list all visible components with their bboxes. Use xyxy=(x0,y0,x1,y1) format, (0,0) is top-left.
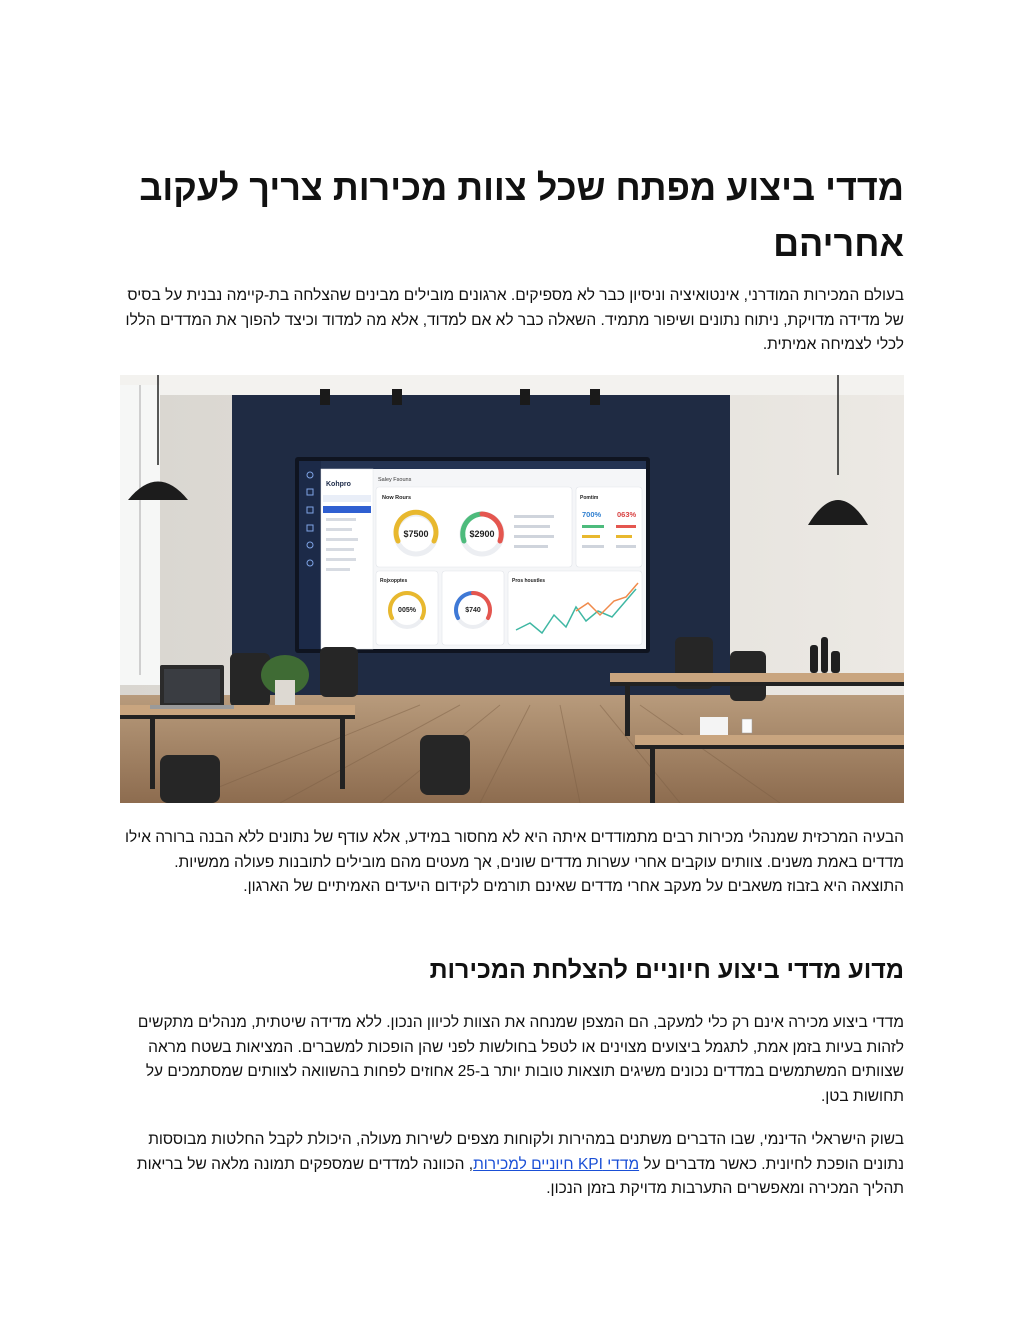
card-sales-title: Now Rours xyxy=(382,495,412,501)
screen-tab: Saley Fsouns xyxy=(378,477,412,483)
gauge-value-4: $740 xyxy=(465,607,481,614)
gauge-value-3: 005% xyxy=(398,607,416,614)
kpi-link[interactable]: מדדי KPI חיוניים למכירות xyxy=(473,1155,640,1173)
market-text-after: , הכוונה למדדים שמספקים תמונה מלאה של בריאות תהליך המכירה ומאפשרים התערבות מדויקת בזמן הנכון. xyxy=(136,1155,904,1197)
laptop xyxy=(150,665,234,709)
pct-green: 700% xyxy=(582,510,602,519)
gauge-value-2: $2900 xyxy=(469,529,495,539)
card-trend-title: Pros houstles xyxy=(512,578,546,584)
pct-red: 063% xyxy=(617,510,637,519)
intro-paragraph: בעולם המכירות המודרני, אינטואיציה וניסיון כבר לא מספיקים. ארגונים מובילים מבינים שהצלחה בת-קיימה נבנית על בסיס של מדידה מדויקת, ניתוח נתונים ושיפור מתמיד. השאלה כבר לא אם למדוד, אלא מה למדוד וכיצד להפוך את המדדים הללו לכלי לצמיחה אמיתית. xyxy=(125,287,904,353)
notebook xyxy=(700,717,728,735)
cup xyxy=(742,719,752,733)
dashboard-screen xyxy=(295,457,650,653)
card-pomtim-title: Pomtim xyxy=(580,495,599,501)
article-title: מדדי ביצוע מפתח שכל צוות מכירות צריך לעקוב אחריהם xyxy=(139,167,904,264)
office-illustration xyxy=(120,375,904,803)
problem-paragraph: הבעיה המרכזית שמנהלי מכירות רבים מתמודדים איתה היא לא מחסור במידע, אלא עודף של נתונים ללא הבנה ברורה אילו מדדים באמת משנים. צוותים עוקבים אחרי עשרות מדדים שונים, אך מעטים מהם מובילים לתובנות פעולה ממשיות. התוצאה היא בזבוז משאבים על מעקב אחרי מדדים שאינם תורמים לקידום היעדים האמיתיים של הארגון. xyxy=(125,829,904,895)
section-heading: מדוע מדדי ביצוע חיוניים להצלחת המכירות xyxy=(429,956,904,984)
market-text-before: בשוק הישראלי הדינמי, שבו הדברים משתנים במהירות ולקוחות מצפים לשירות מעולה, היכולת לקבל החלטות מבוססות נתונים הופכת לחיונית. כאשר מדברים על xyxy=(148,1131,904,1173)
market-paragraph xyxy=(120,1128,904,1202)
office-dashboard-photo xyxy=(120,375,904,803)
screen-brand: Kohpro xyxy=(326,481,351,488)
card-reportes-title: Rojxopptes xyxy=(380,578,408,584)
gauge-value-1: $7500 xyxy=(403,529,429,539)
section-paragraph: מדדי ביצוע מכירה אינם רק כלי למעקב, הם המצפן שמנחה את הצוות לכיוון הנכון. ללא מדידה שיטתית, מנהלים מתקשים לזהות בעיות בזמן אמת, לתגמל ביצועים מצוינים או לטפל בחולשות לפני שהן הופכות למשברים. המציאות בשטח מראה שצוותים המשתמשים במדדים נכונים משיגים תוצאות טובות יותר ב-25 אחוזים לפחות בהשוואה לצוותים שמסתמכים על תחושות בטן. xyxy=(137,1014,904,1105)
